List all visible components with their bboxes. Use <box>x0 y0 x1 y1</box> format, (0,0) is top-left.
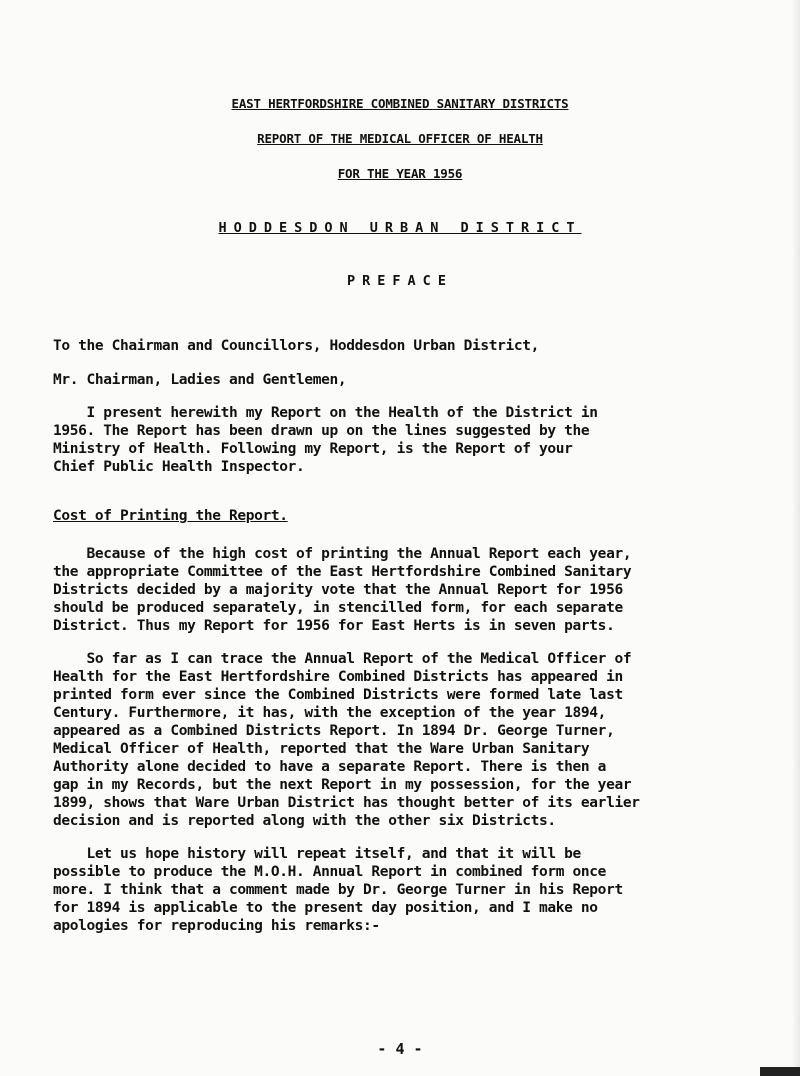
paragraph-line: for 1894 is applicable to the present day position, and I make no <box>53 900 598 916</box>
paragraph-line: 1956. The Report has been drawn up on the lines suggested by the <box>53 423 590 439</box>
section-heading: Cost of Printing the Report. <box>53 508 288 524</box>
scan-edge-mark <box>760 1067 800 1076</box>
paragraph-line: printed form ever since the Combined Districts were formed late last <box>53 687 623 703</box>
paragraph-line: I present herewith my Report on the Health of the District in <box>53 405 598 421</box>
paragraph-line: gap in my Records, but the next Report in my possession, for the year <box>53 777 632 793</box>
page-edge-shadow <box>792 0 800 1076</box>
page-number: - 4 - <box>377 1040 423 1058</box>
paragraph-line: possible to produce the M.O.H. Annual Report in combined form once <box>53 864 607 880</box>
paragraph-line: So far as I can trace the Annual Report of the Medical Officer of <box>53 651 632 667</box>
paragraph-line: Authority alone decided to have a separate Report. There is then a <box>53 759 607 775</box>
paragraph-line: Districts decided by a majority vote that the Annual Report for 1956 <box>53 582 623 598</box>
report-header-year: FOR THE YEAR 1956 <box>337 166 463 181</box>
paragraph-line: Let us hope history will repeat itself, and that it will be <box>53 846 581 862</box>
report-header-title: REPORT OF THE MEDICAL OFFICER OF HEALTH <box>257 131 543 146</box>
paragraph-line: appeared as a Combined Districts Report. In 1894 Dr. George Turner, <box>53 723 615 739</box>
paragraph-line: Chief Public Health Inspector. <box>53 459 305 475</box>
report-header-district-group: EAST HERTFORDSHIRE COMBINED SANITARY DISTRICTS <box>231 96 569 111</box>
paragraph-line: Because of the high cost of printing the Annual Report each year, <box>53 546 632 562</box>
paragraph-line: Ministry of Health. Following my Report, is the Report of your <box>53 441 573 457</box>
paragraph-line: apologies for reproducing his remarks:- <box>53 918 380 934</box>
paragraph-line: more. I think that a comment made by Dr. George Turner in his Report <box>53 882 623 898</box>
paragraph-line: the appropriate Committee of the East Hertfordshire Combined Sanitary <box>53 564 632 580</box>
salutation-line: To the Chairman and Councillors, Hoddesdon Urban District, <box>53 338 540 354</box>
salutation-greeting: Mr. Chairman, Ladies and Gentlemen, <box>53 372 347 388</box>
paragraph-line: Century. Furthermore, it has, with the exception of the year 1894, <box>53 705 607 721</box>
district-title: HODDESDON URBAN DISTRICT <box>218 220 582 236</box>
paragraph-line: District. Thus my Report for 1956 for East Herts is in seven parts. <box>53 618 615 634</box>
paragraph-line: 1899, shows that Ware Urban District has thought better of its earlier <box>53 795 640 811</box>
paragraph-line: decision and is reported along with the other six Districts. <box>53 813 556 829</box>
paragraph-line: Health for the East Hertfordshire Combined Districts has appeared in <box>53 669 623 685</box>
paragraph-line: Medical Officer of Health, reported that the Ware Urban Sanitary <box>53 741 590 757</box>
paragraph-line: should be produced separately, in stencilled form, for each separate <box>53 600 623 616</box>
preface-title: PREFACE <box>347 273 453 289</box>
